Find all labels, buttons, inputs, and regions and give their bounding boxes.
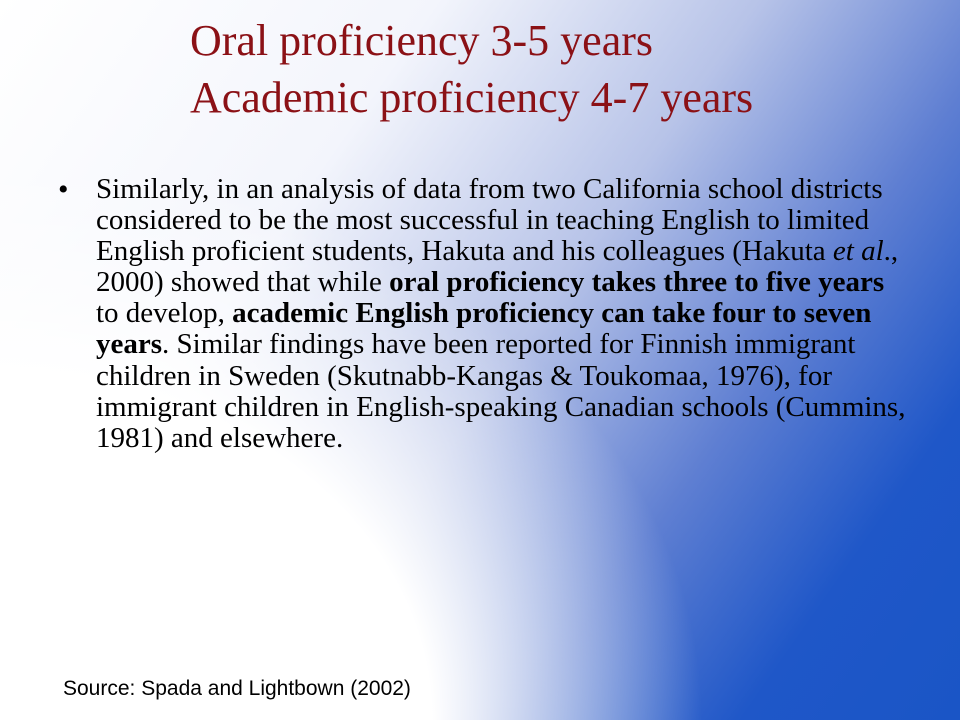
body-segment: to develop, (96, 297, 233, 330)
slide-title (190, 12, 930, 126)
body-segment-italic: et al (832, 235, 884, 268)
body-segment-bold: oral proficiency takes three to five years (389, 266, 885, 299)
title-line-1: Oral proficiency 3-5 years (190, 16, 654, 65)
source-citation: Source: Spada and Lightbown (2002) (63, 677, 411, 700)
bullet-marker: • (58, 173, 69, 206)
body-segment: Similarly, in an analysis of data from two California school districts considered to be the most successful in teaching English to limited English proficient students, Hakuta and his colleagues (Hakuta (96, 173, 883, 268)
bullet-text (96, 174, 908, 454)
title-line-2: Academic proficiency 4-7 years (190, 73, 754, 122)
body-segment: . Similar findings have been reported for Finnish immigrant children in Sweden (Skutnabb-Kangas & Toukomaa, 1976), for immigrant children in English-speaking Canadian schools (Cummins, 1981) and elsewhere. (96, 328, 906, 454)
body-segment: ., 2000) showed that while (96, 235, 899, 299)
body-segment-bold: academic English proficiency can take four to seven years (96, 297, 872, 361)
